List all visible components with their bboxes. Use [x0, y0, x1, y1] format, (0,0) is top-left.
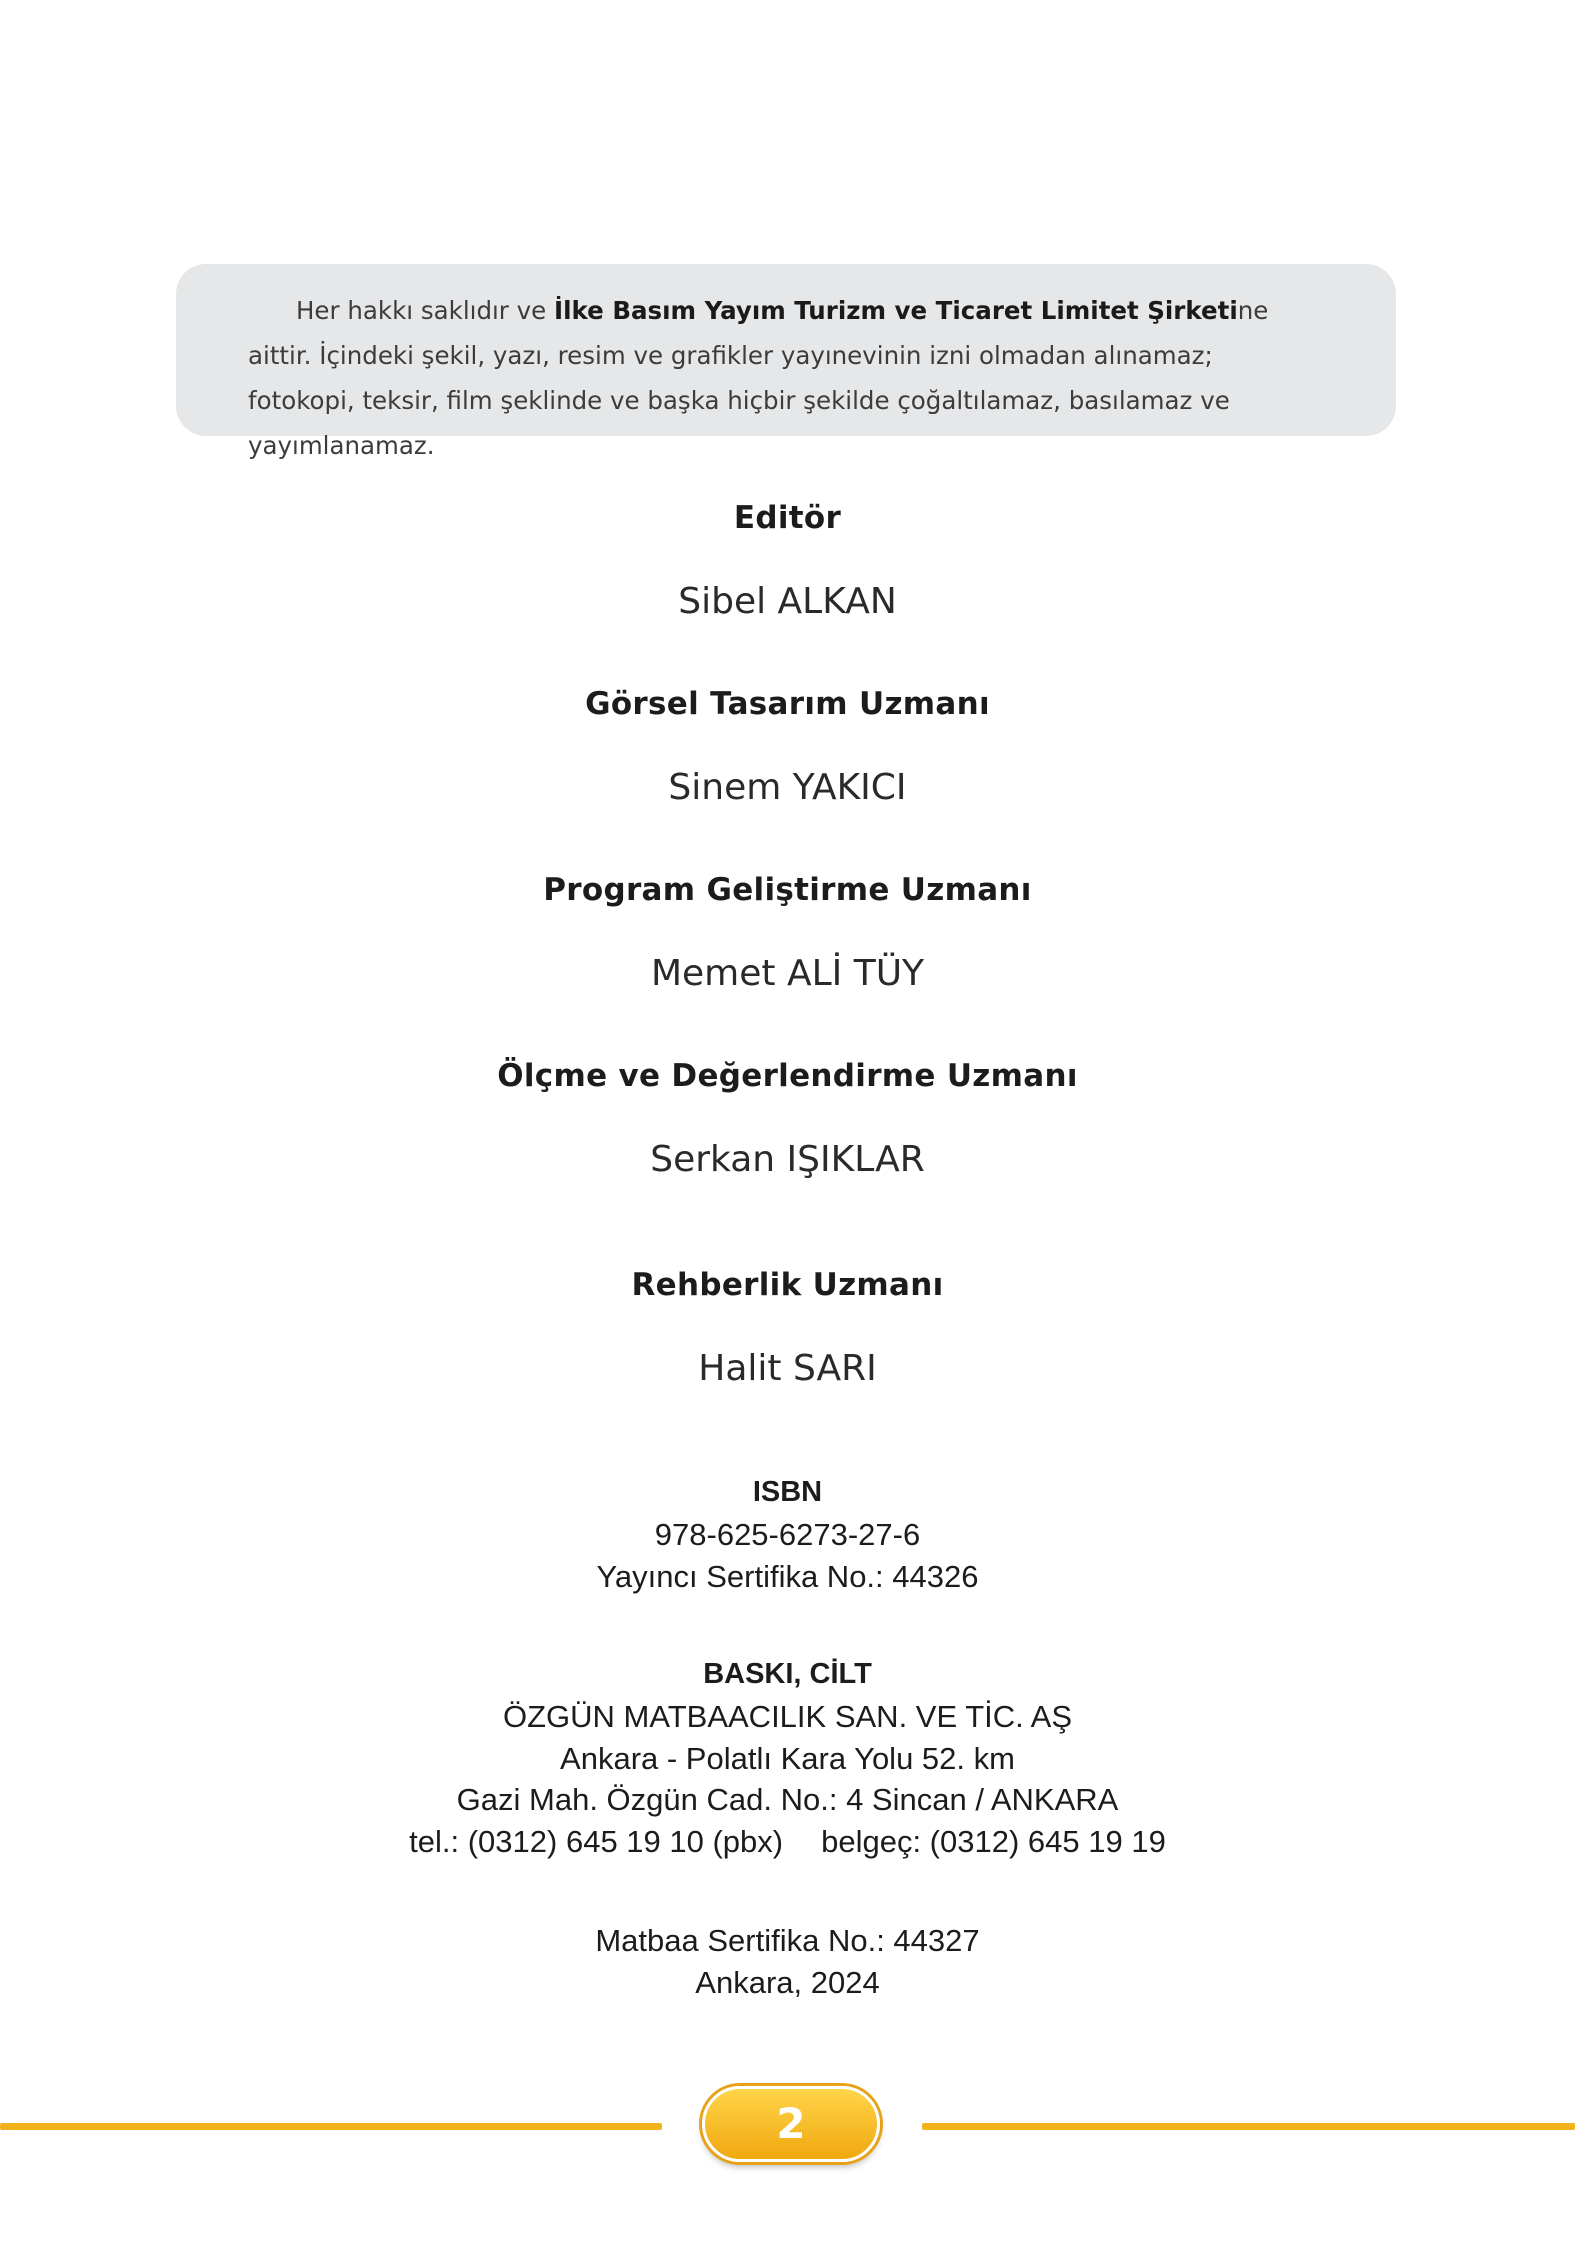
printing-heading: BASKI, CİLT [703, 1658, 872, 1690]
credit-name-program-development: Memet ALİ TÜY [650, 953, 925, 994]
credit-role-visual-design: Görsel Tasarım Uzmanı [585, 686, 990, 722]
printing-company: ÖZGÜN MATBAACILIK SAN. VE TİC. AŞ [502, 1699, 1073, 1734]
copyright-notice-text [248, 288, 1324, 468]
printing-contact [0, 1824, 1575, 1860]
credit-name-assessment: Serkan IŞIKLAR [650, 1139, 925, 1180]
printing-address-line2: Gazi Mah. Özgün Cad. No.: 4 Sincan / ANKARA [456, 1782, 1119, 1817]
credit-name-editor: Sibel ALKAN [678, 581, 897, 622]
credit-role-editor: Editör [733, 500, 842, 536]
footer-rule-left [0, 2123, 662, 2130]
isbn-heading: ISBN [752, 1476, 823, 1508]
printing-fax: belgeç: (0312) 645 19 19 [821, 1824, 1166, 1859]
printing-address-line1: Ankara - Polatlı Kara Yolu 52. km [560, 1741, 1015, 1776]
notice-rest: ne aittir. İçindeki şekil, yazı, resim ve grafikler yayınevinin izni olmadan alınamaz; fotokopi, teksir, film şeklinde ve başka hiçbir şekilde çoğaltılamaz, basılamaz ve yayımlanamaz. [248, 296, 1269, 460]
printing-tel: tel.: (0312) 645 19 10 (pbx) [409, 1824, 784, 1859]
credit-role-program-development: Program Geliştirme Uzmanı [543, 872, 1032, 908]
copyright-notice-box [176, 264, 1396, 460]
credit-role-assessment: Ölçme ve Değerlendirme Uzmanı [497, 1058, 1078, 1094]
isbn-number: 978-625-6273-27-6 [654, 1517, 921, 1552]
credit-role-guidance: Rehberlik Uzmanı [631, 1267, 944, 1303]
publisher-certificate: Yayıncı Sertifika No.: 44326 [596, 1559, 979, 1594]
page-number: 2 [776, 2099, 806, 2148]
credit-name-guidance: Halit SARI [698, 1348, 877, 1389]
place-and-year: Ankara, 2024 [695, 1965, 880, 2000]
footer-rule-right [922, 2123, 1575, 2130]
credit-name-visual-design: Sinem YAKICI [668, 767, 907, 808]
page-number-badge [702, 2086, 880, 2162]
notice-company-name: İlke Basım Yayım Turizm ve Ticaret Limitet Şirketi [554, 296, 1238, 325]
print-certificate: Matbaa Sertifika No.: 44327 [595, 1923, 980, 1958]
notice-intro: Her hakkı saklıdır ve [296, 296, 555, 325]
